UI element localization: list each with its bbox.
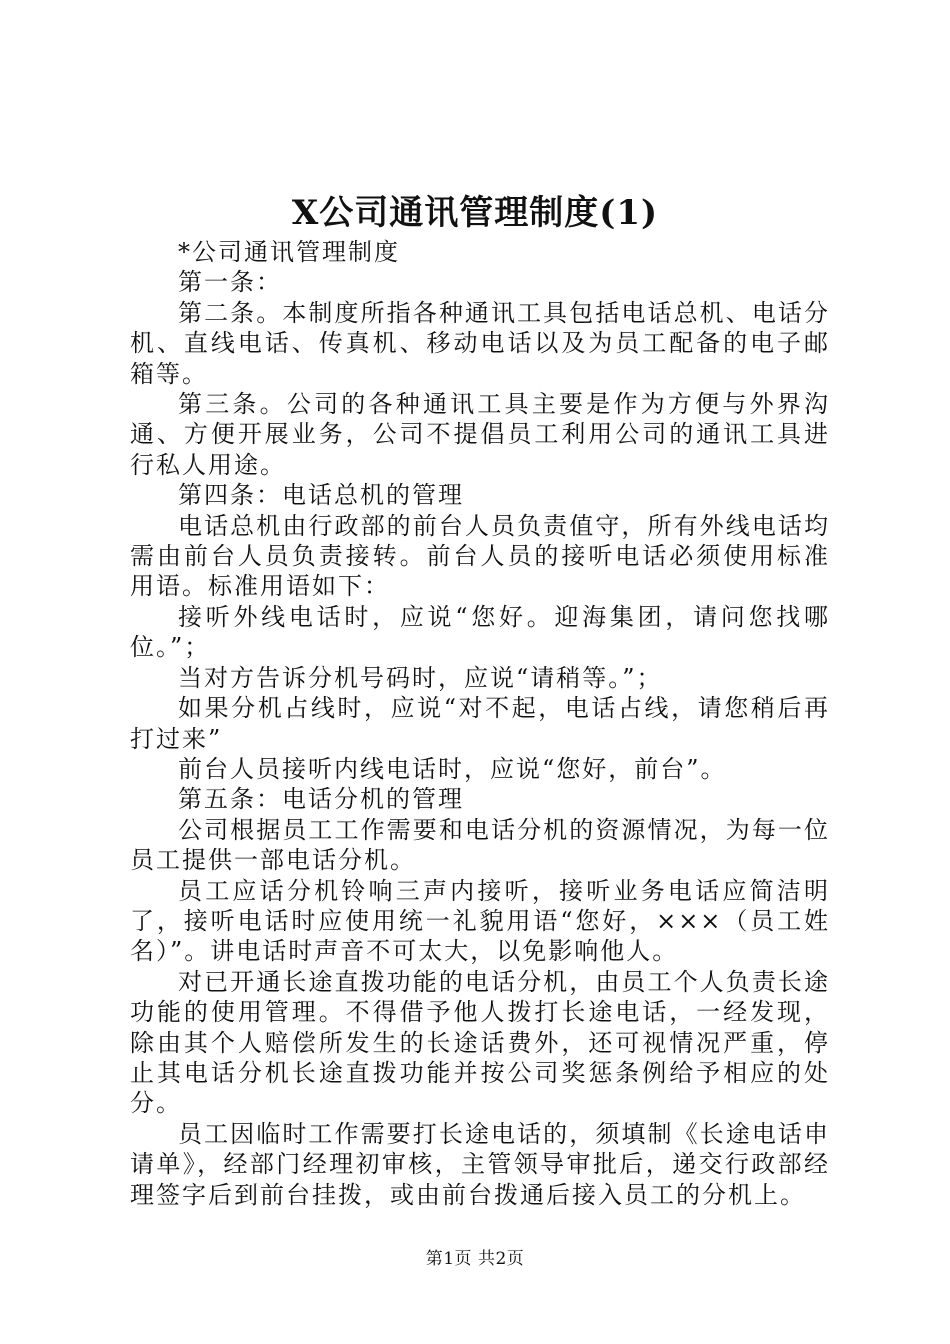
paragraph: 第二条。本制度所指各种通讯工具包括电话总机、电话分机、直线电话、传真机、移动电话以及为员工配备的电子邮箱等。 — [130, 298, 830, 388]
paragraph: 接听外线电话时，应说“您好。迎海集团，请问您找哪位。”； — [130, 602, 830, 662]
paragraph: 对已开通长途直拨功能的电话分机，由员工个人负责长途功能的使用管理。不得借予他人拨打长途电话，一经发现，除由其个人赔偿所发生的长途话费外，还可视情况严重，停止其电话分机长途直拨功能并按公司奖惩条例给予相应的处分。 — [130, 967, 830, 1118]
document-body — [130, 237, 830, 1210]
paragraph: 员工应话分机铃响三声内接听，接听业务电话应简洁明了，接听电话时应使用统一礼貌用语“您好，×××（员工姓名）”。讲电话时声音不可太大，以免影响他人。 — [130, 876, 830, 966]
document-title: X公司通讯管理制度(1) — [291, 193, 659, 233]
paragraph: 员工因临时工作需要打长途电话的，须填制《长途电话申请单》，经部门经理初审核，主管领导审批后，递交行政部经理签字后到前台挂拨，或由前台拨通后接入员工的分机上。 — [130, 1119, 830, 1209]
paragraph: *公司通讯管理制度 — [178, 238, 400, 266]
paragraph: 前台人员接听内线电话时，应说“您好，前台”。 — [178, 754, 727, 783]
paragraph: 第一条： — [178, 268, 282, 297]
paragraph: 第三条。公司的各种通讯工具主要是作为方便与外界沟通、方便开展业务，公司不提倡员工利用公司的通讯工具进行私人用途。 — [130, 390, 830, 479]
paragraph: 电话总机由行政部的前台人员负责值守，所有外线电话均需由前台人员负责接转。前台人员的接听电话必须使用标准用语。标准用语如下： — [130, 511, 830, 601]
paragraph: 公司根据员工工作需要和电话分机的资源情况，为每一位员工提供一部电话分机。 — [130, 815, 830, 875]
paragraph: 当对方告诉分机号码时，应说“请稍等。”； — [178, 663, 663, 692]
paragraph: 第五条：电话分机的管理 — [178, 785, 464, 814]
paragraph: 如果分机占线时，应说“对不起，电话占线，请您稍后再打过来” — [130, 694, 830, 753]
paragraph: 第四条：电话总机的管理 — [178, 481, 464, 510]
page-footer: 第1页 共2页 — [425, 1249, 525, 1269]
